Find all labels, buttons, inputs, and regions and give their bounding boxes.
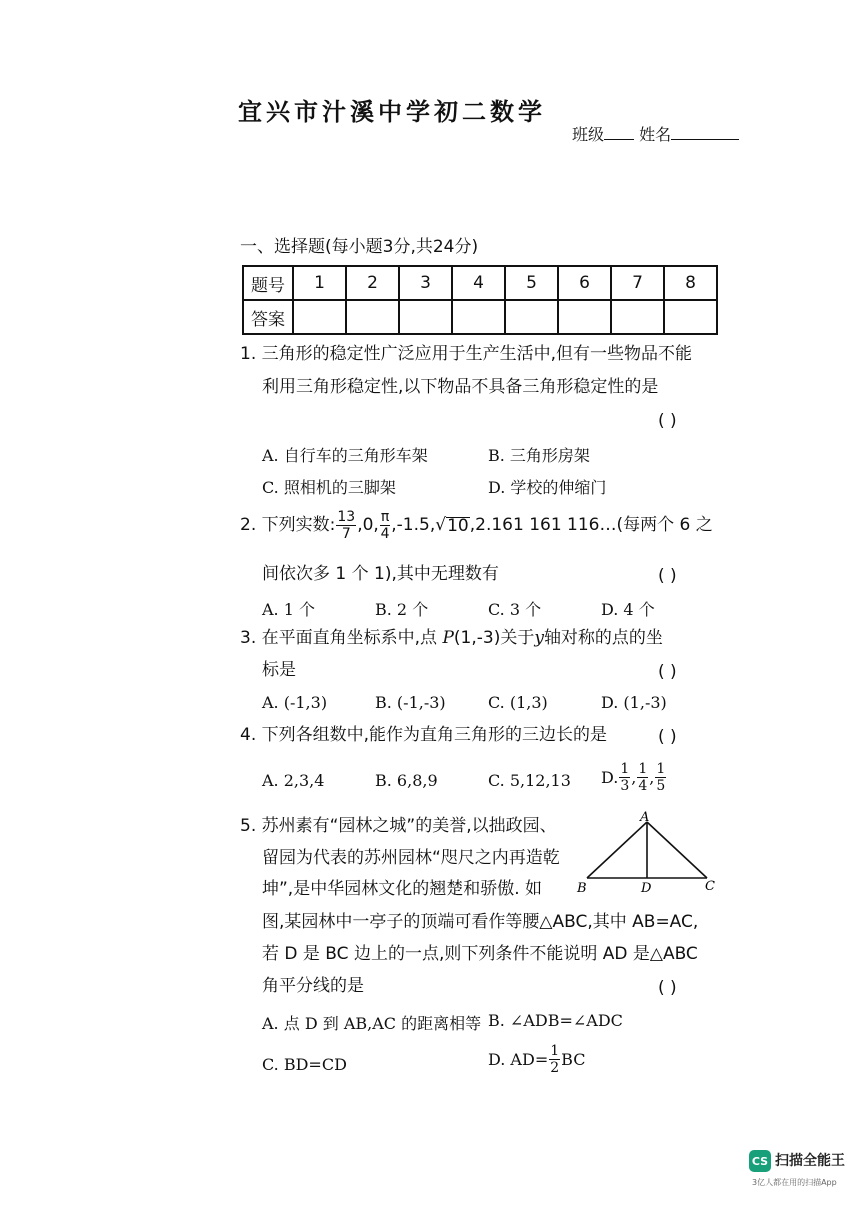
fraction	[549, 1044, 560, 1075]
page-title: 宜兴市汁溪中学初二数学	[238, 97, 546, 126]
q5-option-c: C. BD=CD	[262, 1055, 347, 1074]
q2-option-a: A. 1 个	[262, 600, 315, 619]
q4-option-d	[601, 762, 667, 793]
q2-answer-paren: ( )	[658, 566, 677, 586]
fraction	[637, 762, 648, 793]
q4-option-b: B. 6,8,9	[375, 771, 438, 790]
q3-answer-paren: ( )	[658, 662, 677, 682]
q2-text: ,-1.5,	[391, 515, 436, 535]
q5-line6: 角平分线的是	[262, 976, 364, 996]
numerator: 1	[550, 1043, 560, 1059]
q2-text: ,2.161 161 116…(每两个 6 之	[469, 515, 713, 535]
q4-option-c: C. 5,12,13	[488, 771, 571, 790]
q1-option-b: B. 三角形房架	[488, 446, 590, 465]
denominator: 4	[380, 526, 390, 542]
answer-cell[interactable]	[611, 300, 664, 334]
numerator: 1	[656, 761, 666, 777]
sqrt-symbol: √	[435, 515, 447, 535]
denominator: 7	[341, 526, 351, 542]
watermark-tagline: 3亿人都在用的扫描App	[752, 1178, 837, 1187]
answer-cell[interactable]	[293, 300, 346, 334]
q1-answer-paren: ( )	[658, 411, 677, 431]
y-axis-symbol: y	[534, 628, 544, 648]
q1-line1: 1. 三角形的稳定性广泛应用于生产生活中,但有一些物品不能	[240, 344, 693, 364]
denominator: 5	[656, 778, 666, 794]
q1-option-c: C. 照相机的三脚架	[262, 478, 396, 497]
table-cell-number: 1	[293, 266, 346, 300]
table-cell-number: 2	[346, 266, 399, 300]
q2-line1	[240, 510, 713, 541]
table-cell-number: 5	[505, 266, 558, 300]
watermark-app-name: 扫描全能王	[775, 1153, 845, 1169]
option-label: D. AD=	[488, 1050, 549, 1069]
table-head-number: 题号	[243, 266, 293, 300]
q1-line2: 利用三角形稳定性,以下物品不具备三角形稳定性的是	[262, 377, 659, 397]
q3-line2: 标是	[262, 660, 296, 680]
denominator: 2	[550, 1060, 560, 1076]
numerator: 1	[620, 761, 630, 777]
fraction	[336, 510, 356, 541]
side-ac	[647, 822, 707, 878]
table-cell-number: 3	[399, 266, 452, 300]
q5-line5: 若 D 是 BC 边上的一点,则下列条件不能说明 AD 是△ABC	[262, 944, 698, 964]
triangle-figure	[575, 810, 725, 898]
answer-cell[interactable]	[399, 300, 452, 334]
answer-cell[interactable]	[664, 300, 717, 334]
class-name-line	[572, 122, 739, 145]
q5-option-d	[488, 1044, 585, 1075]
comma: ,	[649, 768, 655, 787]
sqrt-radicand: 10	[447, 515, 469, 536]
section-heading: 一、选择题(每小题3分,共24分)	[240, 237, 479, 257]
fraction	[380, 510, 390, 541]
name-blank[interactable]	[671, 125, 739, 140]
q3-option-d: D. (1,-3)	[601, 693, 667, 712]
numerator: π	[380, 509, 390, 525]
vertex-a-label: A	[640, 810, 650, 825]
fraction	[619, 762, 630, 793]
answer-cell[interactable]	[558, 300, 611, 334]
q5-line2: 留园为代表的苏州园林“咫尺之内再造乾	[262, 848, 560, 868]
table-cell-number: 6	[558, 266, 611, 300]
point-d-label: D	[641, 881, 652, 896]
q5-option-b: B. ∠ADB=∠ADC	[488, 1011, 623, 1030]
answer-cell[interactable]	[346, 300, 399, 334]
table-cell-number: 7	[611, 266, 664, 300]
table-row	[243, 300, 717, 334]
q1-option-a: A. 自行车的三角形车架	[262, 446, 428, 465]
table-cell-number: 8	[664, 266, 717, 300]
fraction	[655, 762, 666, 793]
q5-option-a: A. 点 D 到 AB,AC 的距离相等	[262, 1014, 482, 1033]
q1-option-d: D. 学校的伸缩门	[488, 478, 607, 497]
point-p: P	[442, 628, 454, 648]
denominator: 3	[620, 778, 630, 794]
q4-answer-paren: ( )	[658, 727, 677, 747]
answer-cell[interactable]	[452, 300, 505, 334]
q3-option-c: C. (1,3)	[488, 693, 548, 712]
q3-text: 轴对称的点的坐	[543, 628, 663, 648]
q4-line1: 4. 下列各组数中,能作为直角三角形的三边长的是	[240, 725, 608, 745]
q5-line1: 5. 苏州素有“园林之城”的美誉,以拙政园、	[240, 816, 557, 836]
q3-text: 3. 在平面直角坐标系中,点	[240, 628, 443, 648]
comma: ,	[631, 768, 637, 787]
q2-option-c: C. 3 个	[488, 600, 542, 619]
table-cell-number: 4	[452, 266, 505, 300]
q3-line1	[240, 630, 663, 647]
q2-line2: 间依次多 1 个 1),其中无理数有	[262, 564, 499, 584]
class-label: 班级	[572, 125, 605, 144]
table-head-answer: 答案	[243, 300, 293, 334]
q5-answer-paren: ( )	[658, 978, 677, 998]
q2-prefix: 2. 下列实数:	[240, 515, 336, 535]
q2-option-b: B. 2 个	[375, 600, 429, 619]
q4-option-a: A. 2,3,4	[262, 771, 325, 790]
q5-line3: 坤”,是中华园林文化的翘楚和骄傲. 如	[262, 879, 543, 899]
q2-text: ,0,	[357, 515, 379, 535]
camscanner-logo-icon: CS	[749, 1150, 771, 1172]
answer-cell[interactable]	[505, 300, 558, 334]
table-row	[243, 266, 717, 300]
name-label: 姓名	[639, 125, 672, 144]
numerator: 13	[337, 509, 356, 525]
denominator: 4	[638, 778, 648, 794]
q3-option-b: B. (-1,-3)	[375, 693, 446, 712]
q3-option-a: A. (-1,3)	[262, 693, 328, 712]
q2-option-d: D. 4 个	[601, 600, 655, 619]
q3-text: (1,-3)关于	[453, 628, 535, 648]
q5-line4: 图,某园林中一亭子的顶端可看作等腰△ABC,其中 AB=AC,	[262, 912, 699, 932]
option-label: D.	[601, 768, 619, 787]
side-ab	[587, 822, 647, 878]
answer-table	[242, 265, 718, 335]
class-blank[interactable]	[604, 125, 634, 140]
numerator: 1	[638, 761, 648, 777]
vertex-b-label: B	[577, 881, 587, 896]
vertex-c-label: C	[705, 879, 715, 894]
option-text: BC	[561, 1050, 586, 1069]
